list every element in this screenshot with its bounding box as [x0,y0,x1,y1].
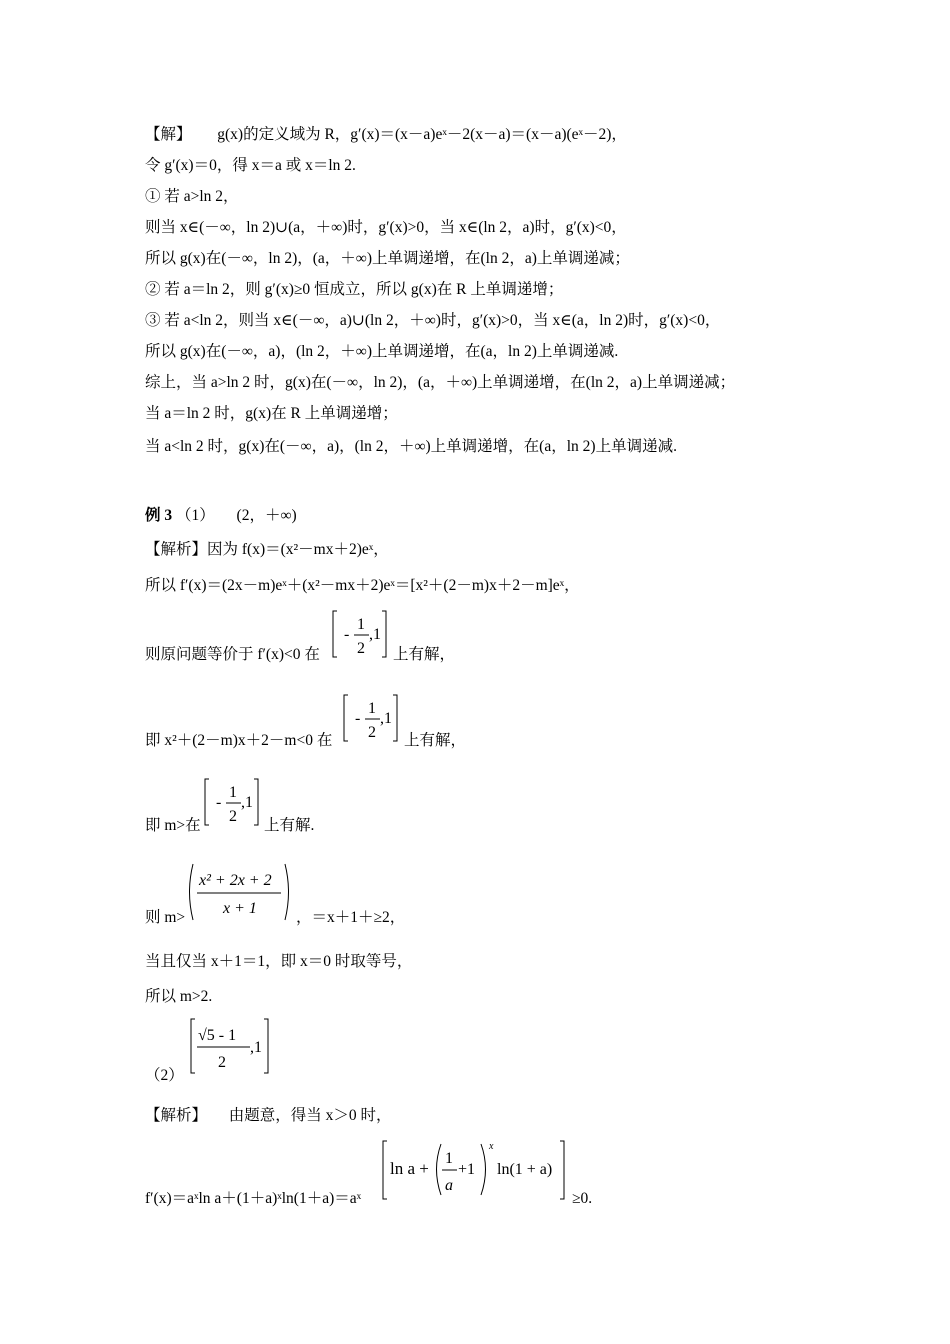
jiexi2-label: 【解析】 [145,1107,208,1124]
example-p8: 所以 m>2. [145,988,213,1005]
fraction-formula [185,862,295,922]
solution-line-11: 当 a<ln 2 时，g(x)在(－∞，a)，(ln 2，＋∞)上单调递增，在(a，ln 2)上单调递减. [145,438,677,455]
interval-den: 2 [357,640,365,657]
frac-num: x² + 2x + 2 [199,872,272,889]
example-p6-pre: 则 m> [145,909,186,926]
example-part2: （2） [145,1067,184,1084]
example-q2-post: ≥0. [572,1190,593,1207]
interval-right: ,1 [241,794,253,811]
example-p2: 所以 f′(x)＝(2x－m)eˣ＋(x²－mx＋2)eˣ＝[x²＋(2－m)x＋2－m]eˣ， [145,577,580,594]
solution-line-4: 则当 x∈(－∞，ln 2)∪(a，＋∞)时，g′(x)>0，当 x∈(ln 2，a)时，g′(x)<0， [145,219,627,236]
bracket-a: a [445,1177,453,1194]
example-p5-pre: 即 m>在 [145,817,201,834]
example-heading [145,506,297,526]
example-p1-line [145,540,389,560]
example-label: 例 3 [145,507,173,524]
sqrt-interval-formula [188,1017,278,1075]
example-p3-post: 上有解， [393,646,456,663]
interval-num: 1 [357,616,365,633]
bracket-plus1: +1 [458,1161,476,1178]
solution-lead: 【解】 [145,126,192,143]
interval-den: 2 [229,808,237,825]
bracket-ln-a: ln a + [390,1159,429,1178]
jiexi-label: 【解析】 [145,541,208,558]
interval-minus: - [355,710,361,727]
example-q1: 由题意，得当 x＞0 时， [228,1107,392,1124]
interval-den: 2 [368,724,376,741]
example-p6-post: ，＝x＋1＋≥2， [296,909,406,926]
solution-line-10: 当 a＝ln 2 时，g(x)在 R 上单调递增； [145,405,398,422]
solution-line-9: 综上，当 a>ln 2 时，g(x)在(－∞，ln 2)，(a，＋∞)上单调递增，在(ln 2，a)上单调递减； [145,374,736,391]
bracket-formula [381,1139,571,1201]
solution-line-6: ② 若 a＝ln 2，则 g′(x)≥0 恒成立，所以 g(x)在 R 上单调递增； [145,281,564,298]
interval-formula-3 [202,777,264,827]
bracket-one: 1 [445,1150,453,1167]
interval-right: ,1 [380,710,392,727]
solution-line-8: 所以 g(x)在(－∞，a)，(ln 2，＋∞)上单调递增，在(a，ln 2)上单调递减. [145,343,619,360]
interval-minus: - [344,626,350,643]
interval-right: ,1 [369,626,381,643]
bracket-ln-tail: ln(1 + a) [497,1161,553,1178]
solution-line-7: ③ 若 a<ln 2，则当 x∈(－∞，a)∪(ln 2，＋∞)时，g′(x)>0，当 x∈(a，ln 2)时，g′(x)<0， [145,312,721,329]
sqrt-right: ,1 [250,1039,262,1056]
interval-num: 1 [368,700,376,717]
interval-minus: - [216,794,222,811]
solution-line-3: ① 若 a>ln 2， [145,188,239,205]
example-p7: 当且仅当 x＋1＝1，即 x＝0 时取等号， [145,953,413,970]
example-p4-pre: 即 x²＋(2－m)x＋2－m<0 在 [145,732,333,749]
example-p3-pre: 则原问题等价于 f′(x)<0 在 [145,646,320,663]
example-p4-post: 上有解， [404,732,467,749]
solution-text-1: g(x)的定义域为 R，g′(x)＝(x－a)eˣ－2(x－a)＝(x－a)(eˣ－2)， [217,126,627,143]
solution-line-5: 所以 g(x)在(－∞，ln 2)，(a，＋∞)上单调递增，在(ln 2，a)上单调递减； [145,250,630,267]
bracket-exp: x [489,1141,494,1152]
example-p1: 因为 f(x)＝(x²－mx＋2)eˣ， [207,541,389,558]
example-p5-post: 上有解. [264,817,315,834]
example-part1: （1） [176,507,215,524]
solution-line-1 [145,125,627,145]
sqrt-num: √5 - 1 [198,1027,237,1044]
interval-formula-2 [341,693,403,743]
example-q1-line [145,1106,392,1126]
example-answer1: (2，＋∞) [236,507,297,524]
interval-formula-1 [330,609,392,659]
interval-num: 1 [229,784,237,801]
solution-line-2: 令 g′(x)＝0，得 x＝a 或 x＝ln 2. [145,157,356,174]
frac-den: x + 1 [223,900,257,917]
sqrt-den: 2 [218,1054,226,1071]
example-q2-pre: f′(x)＝aˣln a＋(1＋a)ˣln(1＋a)＝aˣ [145,1190,362,1207]
